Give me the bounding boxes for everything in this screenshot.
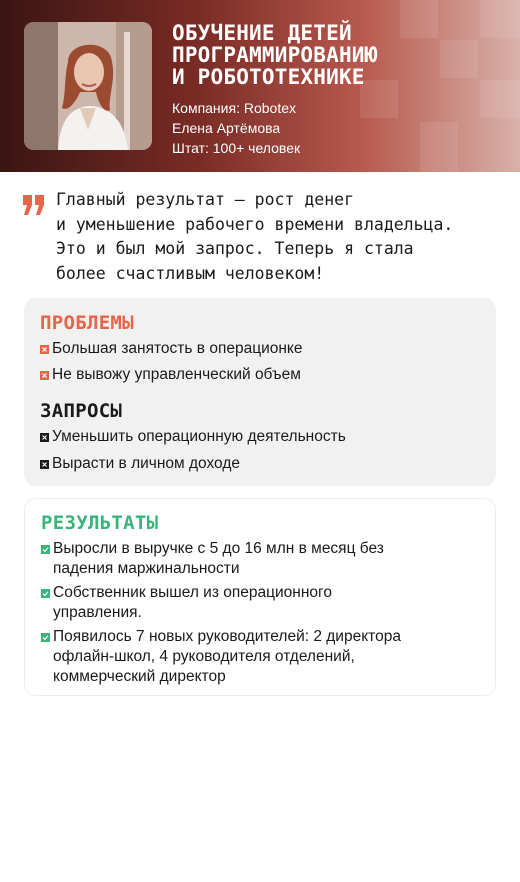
request-item bbox=[40, 454, 480, 474]
testimonial-quote bbox=[56, 188, 506, 286]
request-text: Вырасти в личном доходе bbox=[52, 455, 241, 472]
x-square-icon bbox=[40, 433, 49, 442]
problem-item bbox=[40, 365, 480, 385]
problem-text: Большая занятость в операционке bbox=[52, 340, 303, 357]
result-item bbox=[41, 539, 481, 579]
meta-info bbox=[172, 98, 512, 158]
quote-line: и уменьшение рабочего времени владельца. bbox=[56, 214, 454, 234]
result-text-line: Собственник вышел из операционного bbox=[53, 584, 332, 601]
problems-requests-card bbox=[24, 298, 496, 486]
problems-title: ПРОБЛЕМЫ bbox=[40, 312, 134, 334]
check-square-icon bbox=[41, 545, 50, 554]
portrait-photo bbox=[24, 22, 152, 150]
portrait-illustration bbox=[24, 22, 152, 150]
results-title: РЕЗУЛЬТАТЫ bbox=[41, 512, 159, 534]
title-line: ОБУЧЕНИЕ ДЕТЕЙ bbox=[172, 21, 352, 45]
header-text bbox=[172, 22, 512, 158]
page-title bbox=[172, 22, 512, 88]
request-item bbox=[40, 427, 480, 447]
staff-count: Штат: 100+ человек bbox=[172, 140, 301, 156]
quote-line: Главный результат — рост денег bbox=[56, 190, 355, 209]
check-square-icon bbox=[41, 589, 50, 598]
problem-item bbox=[40, 339, 480, 359]
x-square-icon bbox=[40, 345, 49, 354]
result-text-line: коммерческий директор bbox=[53, 668, 226, 685]
result-text-line: падения маржинальности bbox=[53, 560, 240, 577]
title-line: ПРОГРАММИРОВАНИЮ bbox=[172, 43, 378, 67]
request-text: Уменьшить операционную деятельность bbox=[52, 428, 346, 445]
result-text-line: Выросли в выручке с 5 до 16 млн в месяц без bbox=[53, 540, 384, 557]
result-text-line: Появилось 7 новых руководителей: 2 директора bbox=[53, 628, 401, 645]
quote-line: более счастливым человеком! bbox=[56, 263, 325, 283]
problem-text: Не вывожу управленческий объем bbox=[52, 366, 301, 383]
requests-title: ЗАПРОСЫ bbox=[40, 400, 123, 422]
check-square-icon bbox=[41, 633, 50, 642]
header-banner bbox=[0, 0, 520, 172]
result-text-line: управления. bbox=[53, 604, 142, 621]
x-square-icon bbox=[40, 460, 49, 469]
result-item bbox=[41, 583, 481, 623]
quote-line: Это и был мой запрос. Теперь я стала bbox=[56, 239, 414, 258]
title-line: И РОБОТОТЕХНИКЕ bbox=[172, 65, 365, 89]
x-square-icon bbox=[40, 371, 49, 380]
result-item bbox=[41, 627, 481, 687]
quote-icon bbox=[22, 194, 46, 216]
person-name: Елена Артёмова bbox=[172, 120, 281, 136]
results-card bbox=[24, 498, 496, 696]
result-text-line: офлайн-школ, 4 руководителя отделений, bbox=[53, 648, 355, 665]
company-label: Компания: Robotex bbox=[172, 100, 296, 116]
